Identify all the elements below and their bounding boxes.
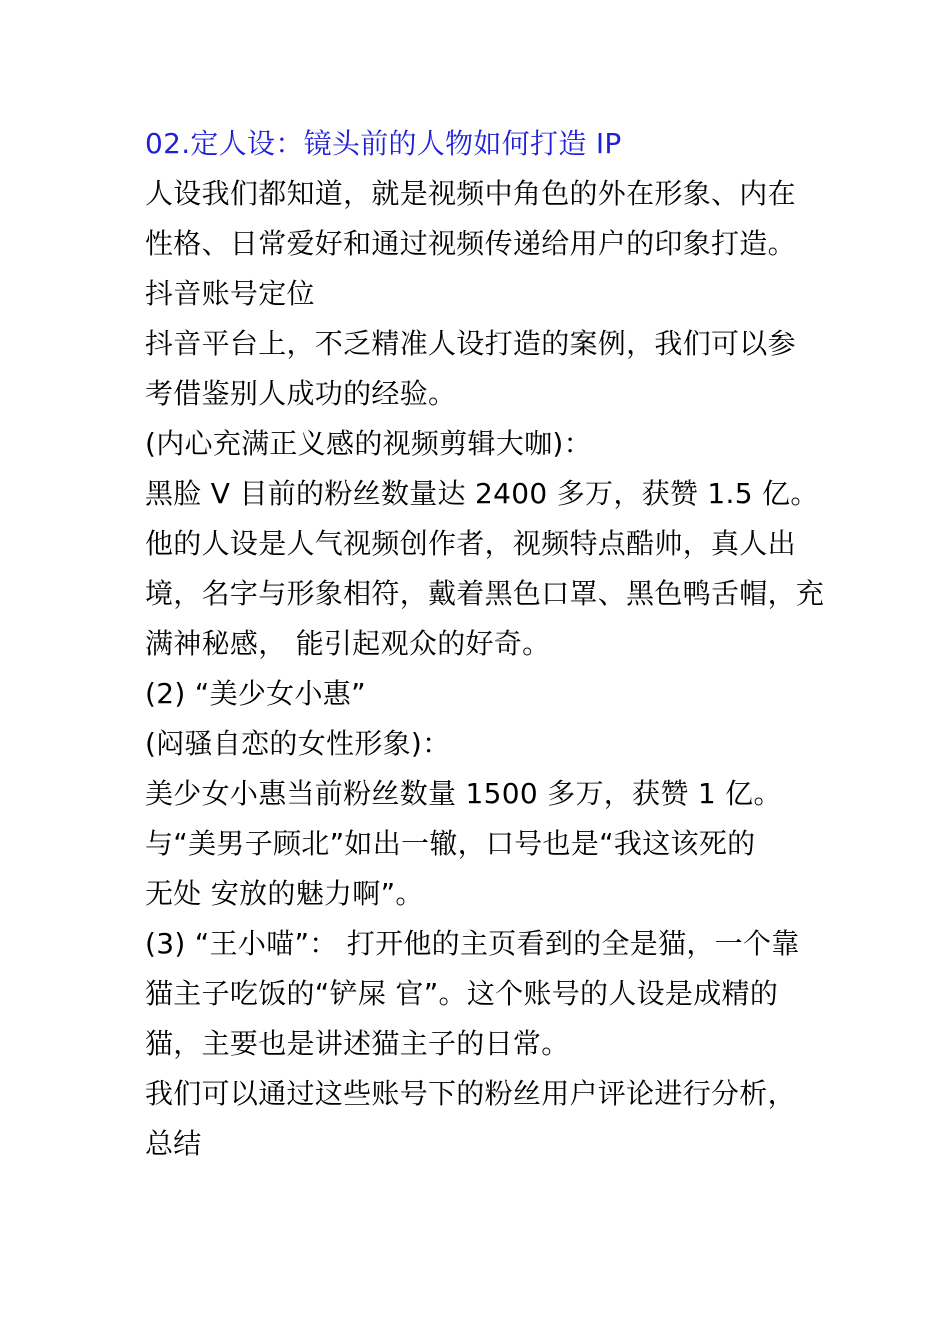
paragraph-line: 黑脸 V 目前的粉丝数量达 2400 多万，获赞 1.5 亿。 [145,477,819,510]
paragraph-line: 考借鉴别人成功的经验。 [145,377,457,410]
paragraph-line: (3) “王小喵”： 打开他的主页看到的全是猫，一个靠 [145,927,800,960]
paragraph-line: 美少女小惠当前粉丝数量 1500 多万，获赞 1 亿。 [145,777,782,810]
document-body [145,119,825,1169]
paragraph-line: (闷骚自恋的女性形象)： [145,727,451,760]
paragraph-line: 境，名字与形象相符，戴着黑色口罩、黑色鸭舌帽，充 [145,577,825,610]
paragraph-line: 无处 安放的魅力啊”。 [145,877,424,910]
paragraph-line: 与“美男子顾北”如出一辙，口号也是“我这该死的 [145,827,756,860]
paragraph-line: 总结 [145,1127,202,1160]
paragraph-line: 他的人设是人气视频创作者，视频特点酷帅，真人出 [145,527,796,560]
paragraph-line: 人设我们都知道，就是视频中角色的外在形象、内在 [145,177,796,210]
paragraph-line: (2) “美少女小惠” [145,677,366,710]
paragraph-line: 性格、日常爱好和通过视频传递给用户的印象打造。 [145,227,796,260]
section-heading: 02.定人设：镜头前的人物如何打造 IP [145,127,622,160]
paragraph-line: 猫主子吃饭的“铲屎 官”。这个账号的人设是成精的 [145,977,779,1010]
paragraph-line: 抖音账号定位 [145,277,315,310]
paragraph-line: 满神秘感， 能引起观众的好奇。 [145,627,551,660]
paragraph-line: (内心充满正义感的视频剪辑大咖)： [145,427,592,460]
paragraph-line: 猫，主要也是讲述猫主子的日常。 [145,1027,570,1060]
paragraph-line: 我们可以通过这些账号下的粉丝用户评论进行分析， [145,1077,796,1110]
paragraph-line: 抖音平台上，不乏精准人设打造的案例，我们可以参 [145,327,796,360]
